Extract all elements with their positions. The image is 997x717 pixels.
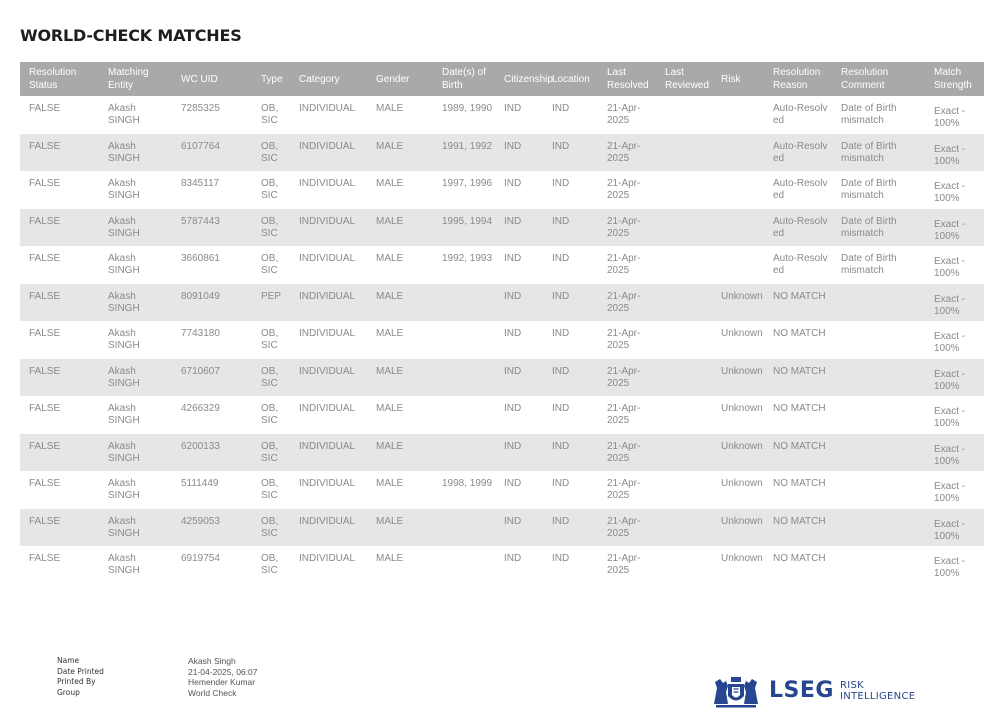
resolution-reason-cell: Auto-Resolved — [764, 209, 832, 247]
match-strength-cell: Exact - 100% — [934, 181, 966, 204]
status-cell: FALSE — [29, 403, 61, 414]
status-cell: FALSE — [20, 359, 99, 397]
risk-cell: Unknown — [721, 553, 763, 564]
type-cell: OB, SIC — [252, 509, 290, 547]
column-header-match-strength: Match Strength — [925, 62, 984, 96]
dob-cell — [433, 284, 495, 322]
citizenship-cell: IND — [495, 359, 543, 397]
brand-subtitle-line2: INTELLIGENCE — [839, 691, 916, 702]
group-label: Group — [57, 687, 80, 697]
entity-cell: Akash SINGH — [108, 478, 140, 501]
type-cell: OB, SIC — [261, 103, 279, 126]
entity-cell: Akash SINGH — [108, 253, 140, 276]
risk-cell — [712, 171, 764, 209]
last-reviewed-cell — [656, 171, 712, 209]
column-header-last-reviewed: Last Reviewed — [656, 62, 712, 96]
last-resolved-cell: 21-Apr-2025 — [607, 103, 641, 126]
resolution-comment-cell — [832, 359, 925, 397]
location-cell: IND — [543, 134, 598, 172]
gender-cell: MALE — [376, 328, 404, 339]
print-info-values — [188, 656, 257, 698]
last-resolved-cell: 21-Apr-2025 — [598, 359, 656, 397]
type-cell: OB, SIC — [261, 328, 279, 351]
type-cell: OB, SIC — [252, 209, 290, 247]
resolution-reason-cell: NO MATCH — [764, 434, 832, 472]
citizenship-cell: IND — [504, 178, 522, 189]
resolution-comment-cell: Date of Birth mismatch — [832, 209, 925, 247]
uid-cell: 8091049 — [172, 284, 252, 322]
status-cell: FALSE — [20, 509, 99, 547]
last-reviewed-cell — [656, 134, 712, 172]
category-cell: INDIVIDUAL — [299, 103, 356, 114]
status-cell: FALSE — [29, 553, 61, 564]
column-header-category: Category — [290, 62, 367, 96]
column-header-resolution-comment: Resolution Comment — [832, 62, 925, 96]
uid-cell: 8345117 — [181, 178, 220, 189]
uid-cell: 7285325 — [181, 103, 220, 114]
last-resolved-cell: 21-Apr-2025 — [607, 253, 641, 276]
resolution-reason-cell: Auto-Resolved — [764, 134, 832, 172]
last-resolved-cell: 21-Apr-2025 — [607, 478, 641, 501]
risk-cell: Unknown — [712, 509, 764, 547]
resolution-comment-cell — [832, 471, 925, 509]
table-body — [20, 96, 984, 584]
last-reviewed-cell — [656, 546, 712, 584]
uid-cell: 6919754 — [181, 553, 220, 564]
citizenship-cell: IND — [504, 478, 522, 489]
gender-cell: MALE — [367, 209, 433, 247]
date-printed-value: 21-04-2025, 06:07 — [188, 666, 258, 677]
location-cell: IND — [543, 434, 598, 472]
gender-cell: MALE — [376, 478, 404, 489]
brand-subtitle-line1: RISK — [839, 680, 864, 691]
printed-by-value: Hemender Kumar — [188, 677, 256, 687]
type-cell: OB, SIC — [252, 134, 290, 172]
citizenship-cell: IND — [504, 403, 522, 414]
resolution-comment-cell — [832, 396, 925, 434]
match-strength-cell: Exact - 100% — [925, 434, 984, 472]
status-cell: FALSE — [20, 434, 99, 472]
name-value: Akash Singh — [188, 656, 236, 666]
uid-cell: 6710607 — [172, 359, 252, 397]
risk-cell: Unknown — [721, 478, 763, 489]
category-cell: INDIVIDUAL — [290, 509, 367, 547]
risk-cell — [712, 96, 764, 134]
dob-cell — [433, 546, 495, 584]
dob-cell — [433, 396, 495, 434]
entity-cell: Akash SINGH — [99, 209, 172, 247]
uid-cell: 6107764 — [172, 134, 252, 172]
entity-cell: Akash SINGH — [99, 134, 172, 172]
column-header-risk: Risk — [712, 62, 764, 96]
match-strength-cell: Exact - 100% — [934, 406, 966, 429]
column-header-wc-uid: WC UID — [172, 62, 252, 96]
last-reviewed-cell — [656, 434, 712, 472]
match-strength-cell: Exact - 100% — [925, 509, 984, 547]
last-reviewed-cell — [656, 246, 712, 284]
location-cell: IND — [543, 359, 598, 397]
type-cell: OB, SIC — [261, 553, 279, 576]
resolution-comment-cell — [832, 509, 925, 547]
resolution-reason-cell: Auto-Resolved — [773, 103, 828, 126]
gender-cell: MALE — [367, 509, 433, 547]
print-info — [57, 656, 257, 698]
citizenship-cell: IND — [495, 209, 543, 247]
entity-cell: Akash SINGH — [108, 403, 140, 426]
table-row — [20, 246, 984, 284]
entity-cell: Akash SINGH — [108, 328, 140, 351]
category-cell: INDIVIDUAL — [299, 553, 356, 564]
table-row — [20, 284, 984, 322]
resolution-reason-cell: NO MATCH — [764, 359, 832, 397]
location-cell: IND — [543, 284, 598, 322]
group-value: World Check — [188, 687, 237, 698]
last-reviewed-cell — [656, 209, 712, 247]
uid-cell: 4259053 — [172, 509, 252, 547]
column-header-matching-entity: Matching Entity — [99, 62, 172, 96]
status-cell: FALSE — [20, 209, 99, 247]
entity-cell: Akash SINGH — [108, 103, 140, 126]
resolution-reason-cell: Auto-Resolved — [773, 253, 828, 276]
status-cell: FALSE — [29, 478, 61, 489]
risk-cell — [712, 209, 764, 247]
citizenship-cell: IND — [504, 553, 522, 564]
last-reviewed-cell — [656, 359, 712, 397]
last-resolved-cell: 21-Apr-2025 — [598, 134, 656, 172]
table-row — [20, 209, 984, 247]
citizenship-cell: IND — [495, 434, 543, 472]
page-title: WORLD-CHECK MATCHES — [20, 26, 242, 45]
category-cell: INDIVIDUAL — [290, 134, 367, 172]
resolution-comment-cell: Date of Birth mismatch — [841, 253, 897, 276]
risk-cell: Unknown — [721, 328, 763, 339]
table-row — [20, 546, 984, 584]
match-strength-cell: Exact - 100% — [925, 209, 984, 247]
category-cell: INDIVIDUAL — [290, 209, 367, 247]
resolution-reason-cell: NO MATCH — [773, 553, 826, 564]
table-row — [20, 134, 984, 172]
category-cell: INDIVIDUAL — [290, 434, 367, 472]
last-reviewed-cell — [656, 396, 712, 434]
category-cell: INDIVIDUAL — [290, 359, 367, 397]
category-cell: INDIVIDUAL — [299, 253, 356, 264]
last-resolved-cell: 21-Apr-2025 — [598, 434, 656, 472]
entity-cell: Akash SINGH — [99, 509, 172, 547]
last-reviewed-cell — [656, 471, 712, 509]
entity-cell: Akash SINGH — [99, 434, 172, 472]
gender-cell: MALE — [376, 403, 404, 414]
risk-cell — [712, 246, 764, 284]
resolution-reason-cell: NO MATCH — [773, 403, 826, 414]
entity-cell: Akash SINGH — [108, 178, 140, 201]
column-header-gender: Gender — [367, 62, 433, 96]
dob-cell: 1995, 1994 — [433, 209, 495, 247]
table-row — [20, 171, 984, 209]
brand-subtitle — [840, 680, 915, 702]
dob-cell — [433, 359, 495, 397]
table-row — [20, 359, 984, 397]
table-row — [20, 396, 984, 434]
resolution-comment-cell — [832, 546, 925, 584]
column-header-resolution-reason: Resolution Reason — [764, 62, 832, 96]
last-reviewed-cell — [656, 96, 712, 134]
gender-cell: MALE — [376, 103, 404, 114]
entity-cell: Akash SINGH — [99, 284, 172, 322]
last-resolved-cell: 21-Apr-2025 — [607, 178, 641, 201]
uid-cell: 6200133 — [172, 434, 252, 472]
table-header — [20, 62, 984, 96]
entity-cell: Akash SINGH — [108, 553, 140, 576]
gender-cell: MALE — [376, 553, 404, 564]
date-printed-label: Date Printed — [57, 666, 104, 676]
risk-cell — [712, 134, 764, 172]
last-reviewed-cell — [656, 284, 712, 322]
location-cell: IND — [552, 478, 570, 489]
column-header-citizenship: Citizenship — [495, 62, 543, 96]
dob-cell: 1989, 1990 — [442, 103, 493, 114]
location-cell: IND — [543, 209, 598, 247]
type-cell: OB, SIC — [261, 478, 279, 501]
location-cell: IND — [552, 178, 570, 189]
category-cell: INDIVIDUAL — [299, 328, 356, 339]
citizenship-cell: IND — [495, 284, 543, 322]
table-row — [20, 509, 984, 547]
match-strength-cell: Exact - 100% — [934, 331, 966, 354]
location-cell: IND — [552, 553, 570, 564]
dob-cell — [433, 434, 495, 472]
category-cell: INDIVIDUAL — [299, 478, 356, 489]
resolution-comment-cell: Date of Birth mismatch — [832, 134, 925, 172]
match-strength-cell: Exact - 100% — [925, 359, 984, 397]
type-cell: OB, SIC — [261, 403, 279, 426]
gender-cell: MALE — [367, 134, 433, 172]
type-cell: OB, SIC — [252, 359, 290, 397]
resolution-comment-cell: Date of Birth mismatch — [841, 103, 897, 126]
print-info-labels — [57, 656, 188, 698]
dob-cell — [433, 509, 495, 547]
entity-cell: Akash SINGH — [99, 359, 172, 397]
match-strength-cell: Exact - 100% — [925, 134, 984, 172]
gender-cell: MALE — [367, 434, 433, 472]
match-strength-cell: Exact - 100% — [934, 556, 966, 579]
column-header-dates-of-birth: Date(s) of Birth — [433, 62, 495, 96]
last-reviewed-cell — [656, 509, 712, 547]
column-header-location: Location — [543, 62, 598, 96]
dob-cell: 1997, 1996 — [442, 178, 493, 189]
column-header-type: Type — [252, 62, 290, 96]
location-cell: IND — [543, 509, 598, 547]
risk-cell: Unknown — [712, 359, 764, 397]
brand-name: LSEG — [769, 678, 834, 703]
dob-cell: 1992, 1993 — [442, 253, 493, 264]
table-row — [20, 434, 984, 472]
gender-cell: MALE — [367, 284, 433, 322]
risk-cell: Unknown — [712, 284, 764, 322]
citizenship-cell: IND — [504, 253, 522, 264]
resolution-comment-cell — [832, 434, 925, 472]
last-resolved-cell: 21-Apr-2025 — [607, 328, 641, 351]
column-header-last-resolved: Last Resolved — [598, 62, 656, 96]
status-cell: FALSE — [29, 103, 61, 114]
column-header-resolution-status: Resolution Status — [20, 62, 99, 96]
table-row — [20, 471, 984, 509]
resolution-reason-cell: NO MATCH — [764, 284, 832, 322]
dob-cell: 1991, 1992 — [433, 134, 495, 172]
dob-cell: 1998, 1999 — [442, 478, 493, 489]
category-cell: INDIVIDUAL — [290, 284, 367, 322]
category-cell: INDIVIDUAL — [299, 178, 356, 189]
uid-cell: 4266329 — [181, 403, 220, 414]
name-label: Name — [57, 656, 80, 665]
type-cell: OB, SIC — [252, 434, 290, 472]
match-strength-cell: Exact - 100% — [934, 106, 966, 129]
gender-cell: MALE — [376, 253, 404, 264]
resolution-reason-cell: NO MATCH — [773, 478, 826, 489]
location-cell: IND — [552, 328, 570, 339]
uid-cell: 3660861 — [181, 253, 220, 264]
gender-cell: MALE — [376, 178, 404, 189]
printed-by-label: Printed By — [57, 677, 96, 686]
last-reviewed-cell — [656, 321, 712, 359]
last-resolved-cell: 21-Apr-2025 — [598, 509, 656, 547]
last-resolved-cell: 21-Apr-2025 — [607, 403, 641, 426]
location-cell: IND — [552, 253, 570, 264]
resolution-reason-cell: NO MATCH — [773, 328, 826, 339]
type-cell: OB, SIC — [261, 178, 279, 201]
match-strength-cell: Exact - 100% — [925, 284, 984, 322]
citizenship-cell: IND — [504, 328, 522, 339]
type-cell: OB, SIC — [261, 253, 279, 276]
match-strength-cell: Exact - 100% — [934, 256, 966, 279]
gender-cell: MALE — [367, 359, 433, 397]
status-cell: FALSE — [29, 253, 61, 264]
dob-cell — [433, 321, 495, 359]
resolution-comment-cell — [832, 321, 925, 359]
resolution-reason-cell: NO MATCH — [764, 509, 832, 547]
table-row — [20, 321, 984, 359]
lseg-crest-icon — [711, 674, 761, 708]
matches-table — [20, 62, 984, 584]
type-cell: PEP — [252, 284, 290, 322]
citizenship-cell: IND — [495, 134, 543, 172]
table-row — [20, 96, 984, 134]
uid-cell: 5787443 — [172, 209, 252, 247]
location-cell: IND — [552, 103, 570, 114]
risk-cell: Unknown — [721, 403, 763, 414]
citizenship-cell: IND — [504, 103, 522, 114]
resolution-comment-cell — [832, 284, 925, 322]
status-cell: FALSE — [29, 328, 61, 339]
uid-cell: 5111449 — [181, 478, 219, 489]
risk-cell: Unknown — [712, 434, 764, 472]
last-resolved-cell: 21-Apr-2025 — [598, 209, 656, 247]
status-cell: FALSE — [20, 134, 99, 172]
lseg-logo — [711, 674, 915, 708]
last-resolved-cell: 21-Apr-2025 — [598, 284, 656, 322]
status-cell: FALSE — [20, 284, 99, 322]
status-cell: FALSE — [29, 178, 61, 189]
last-resolved-cell: 21-Apr-2025 — [607, 553, 641, 576]
uid-cell: 7743180 — [181, 328, 220, 339]
resolution-comment-cell: Date of Birth mismatch — [841, 178, 897, 201]
category-cell: INDIVIDUAL — [299, 403, 356, 414]
citizenship-cell: IND — [495, 509, 543, 547]
match-strength-cell: Exact - 100% — [934, 481, 966, 504]
resolution-reason-cell: Auto-Resolved — [773, 178, 828, 201]
location-cell: IND — [552, 403, 570, 414]
